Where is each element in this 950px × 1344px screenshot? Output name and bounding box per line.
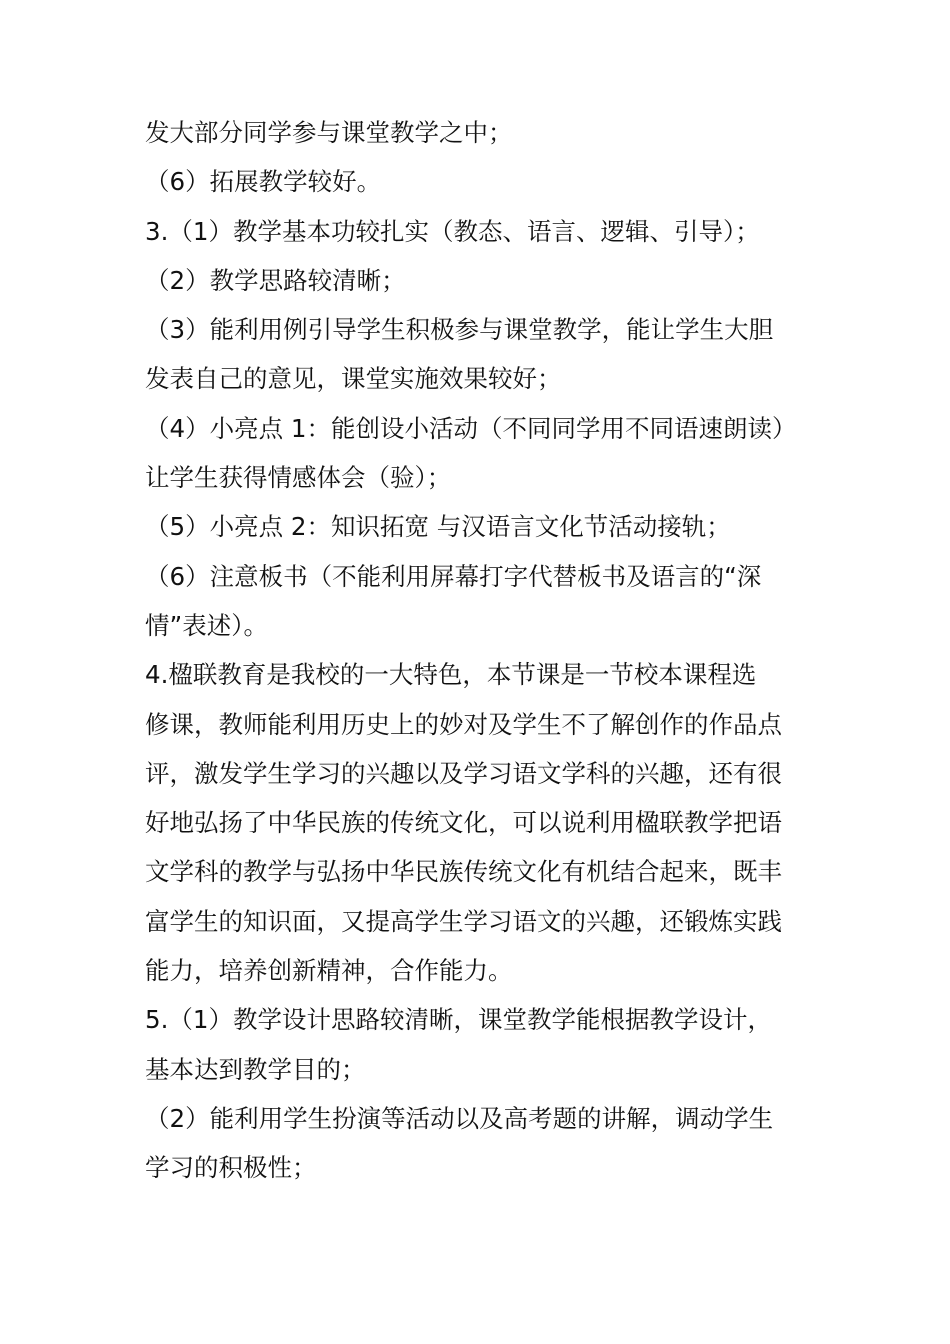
text-line-17: 富学生的知识面，又提高学生学习语文的兴趣，还锻炼实践 — [145, 906, 782, 936]
text-line-16: 文学科的教学与弘扬中华民族传统文化有机结合起来，既丰 — [145, 857, 782, 887]
text-line-8: 让学生获得情感体会（验）； — [145, 463, 452, 493]
text-line-11: 情”表述）。 — [145, 610, 268, 640]
text-line-4: （2）教学思路较清晰； — [145, 265, 406, 295]
text-line-21: （2）能利用学生扮演等活动以及高考题的讲解，调动学生 — [145, 1103, 774, 1133]
text-line-9: （5）小亮点 2：知识拓宽 与汉语言文化节活动接轨； — [145, 512, 731, 542]
document-body — [145, 108, 815, 1193]
text-line-13: 修课，教师能利用历史上的妙对及学生不了解创作的作品点 — [145, 709, 782, 739]
text-line-15: 好地弘扬了中华民族的传统文化，可以说利用楹联教学把语 — [145, 808, 782, 838]
text-line-10: （6）注意板书（不能利用屏幕打字代替板书及语言的“深 — [145, 561, 762, 591]
text-line-6: 发表自己的意见，课堂实施效果较好； — [145, 364, 562, 394]
text-line-20: 基本达到教学目的； — [145, 1054, 366, 1084]
text-line-14: 评，激发学生学习的兴趣以及学习语文学科的兴趣，还有很 — [145, 758, 782, 788]
text-line-18: 能力，培养创新精神，合作能力。 — [145, 956, 513, 986]
text-line-7: （4）小亮点 1：能创设小活动（不同同学用不同语速朗读） — [145, 413, 797, 443]
text-line-19: 5.（1）教学设计思路较清晰，课堂教学能根据教学设计， — [145, 1005, 772, 1035]
text-line-2: （6）拓展教学较好。 — [145, 167, 382, 197]
text-line-22: 学习的积极性； — [145, 1153, 317, 1183]
text-line-1: 发大部分同学参与课堂教学之中； — [145, 118, 513, 147]
text-line-5: （3）能利用例引导学生积极参与课堂教学，能让学生大胆 — [145, 315, 774, 345]
text-line-3: 3.（1）教学基本功较扎实（教态、语言、逻辑、引导）； — [145, 216, 760, 246]
text-line-12: 4.楹联教育是我校的一大特色，本节课是一节校本课程选 — [145, 660, 757, 690]
